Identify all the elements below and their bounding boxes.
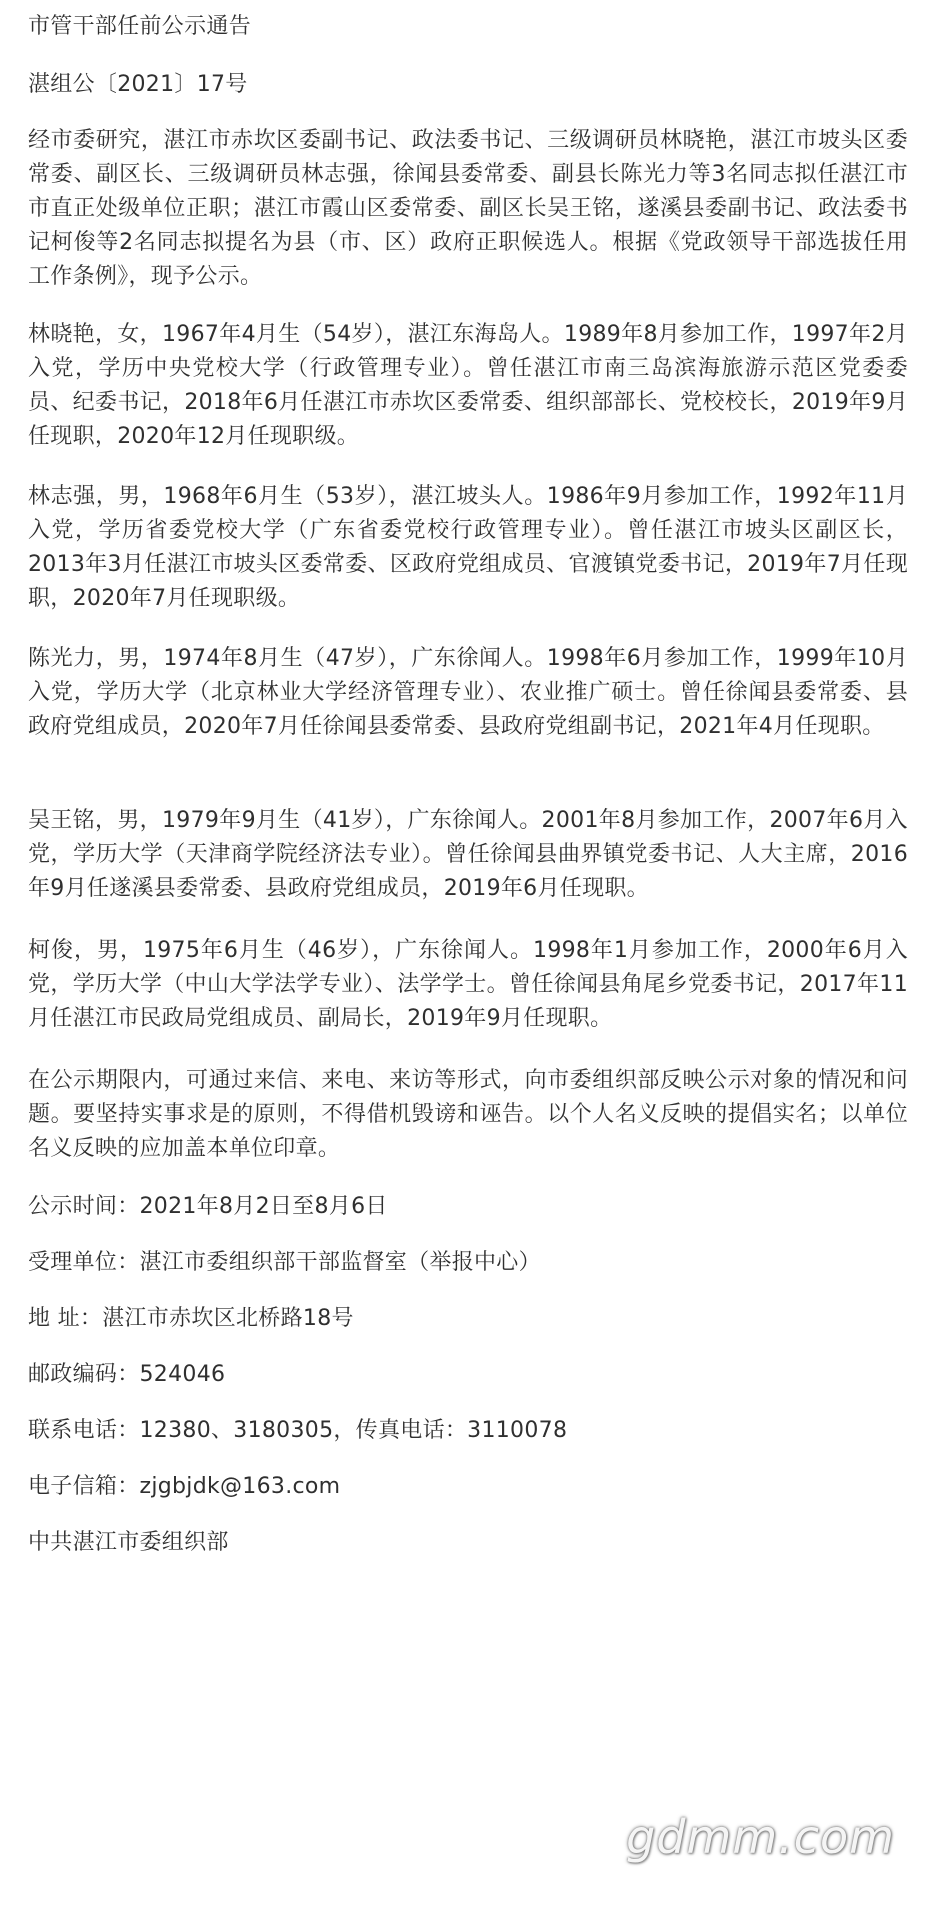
- site-watermark: gdmm.com: [626, 1810, 895, 1864]
- postal-code: 邮政编码：524046: [28, 1362, 226, 1387]
- candidate-lin-xiaoyan: 林晓艳，女，1967年4月生（54岁），湛江东海岛人。1989年8月参加工作，1997年2月入党，学历中央党校大学（行政管理专业）。曾任湛江市南三岛滨海旅游示范区党委委员、纪委书记，2018年6月任湛江市赤坎区委常委、组织部部长、党校校长，2019年9月任现职，2020年12月任现职级。: [28, 322, 908, 449]
- intro-paragraph: 经市委研究，湛江市赤坎区委副书记、政法委书记、三级调研员林晓艳，湛江市坡头区委常委、副区长、三级调研员林志强，徐闻县委常委、副县长陈光力等3名同志拟任湛江市市直正处级单位正职；湛江市霞山区委常委、副区长吴王铭，遂溪县委副书记、政法委书记柯俊等2名同志拟提名为县（市、区）政府正职候选人。根据《党政领导干部选拔任用工作条例》，现予公示。: [28, 128, 908, 289]
- contact-email: 电子信箱：zjgbjdk@163.com: [28, 1474, 341, 1499]
- issuing-organization: 中共湛江市委组织部: [28, 1530, 229, 1555]
- feedback-notice-paragraph: 在公示期限内，可通过来信、来电、来访等形式，向市委组织部反映公示对象的情况和问题。要坚持实事求是的原则，不得借机毁谤和诬告。以个人名义反映的提倡实名；以单位名义反映的应加盖本单位印章。: [28, 1068, 908, 1161]
- office-address: 地 址：湛江市赤坎区北桥路18号: [28, 1306, 354, 1331]
- publicity-period: 公示时间：2021年8月2日至8月6日: [28, 1194, 388, 1219]
- receiving-office: 受理单位：湛江市委组织部干部监督室（举报中心）: [28, 1250, 541, 1275]
- document-number: 湛组公〔2021〕17号: [28, 72, 248, 97]
- candidate-ke-jun: 柯俊，男，1975年6月生（46岁），广东徐闻人。1998年1月参加工作，2000年6月入党，学历大学（中山大学法学专业）、法学学士。曾任徐闻县角尾乡党委书记，2017年11月任湛江市民政局党组成员、副局长，2019年9月任现职。: [28, 938, 908, 1031]
- contact-phone: 联系电话：12380、3180305，传真电话：3110078: [28, 1418, 568, 1443]
- candidate-chen-guangli: 陈光力，男，1974年8月生（47岁），广东徐闻人。1998年6月参加工作，1999年10月入党，学历大学（北京林业大学经济管理专业）、农业推广硕士。曾任徐闻县委常委、县政府党组成员，2020年7月任徐闻县委常委、县政府党组副书记，2021年4月任现职。: [28, 646, 908, 739]
- notice-title: 市管干部任前公示通告: [28, 14, 252, 39]
- candidate-wu-wangming: 吴王铭，男，1979年9月生（41岁），广东徐闻人。2001年8月参加工作，2007年6月入党，学历大学（天津商学院经济法专业）。曾任徐闻县曲界镇党委书记、人大主席，2016年9月任遂溪县委常委、县政府党组成员，2019年6月任现职。: [28, 808, 908, 901]
- candidate-lin-zhiqiang: 林志强，男，1968年6月生（53岁），湛江坡头人。1986年9月参加工作，1992年11月入党，学历省委党校大学（广东省委党校行政管理专业）。曾任湛江市坡头区副区长，2013年3月任湛江市坡头区委常委、区政府党组成员、官渡镇党委书记，2019年7月任现职，2020年7月任现职级。: [28, 484, 908, 611]
